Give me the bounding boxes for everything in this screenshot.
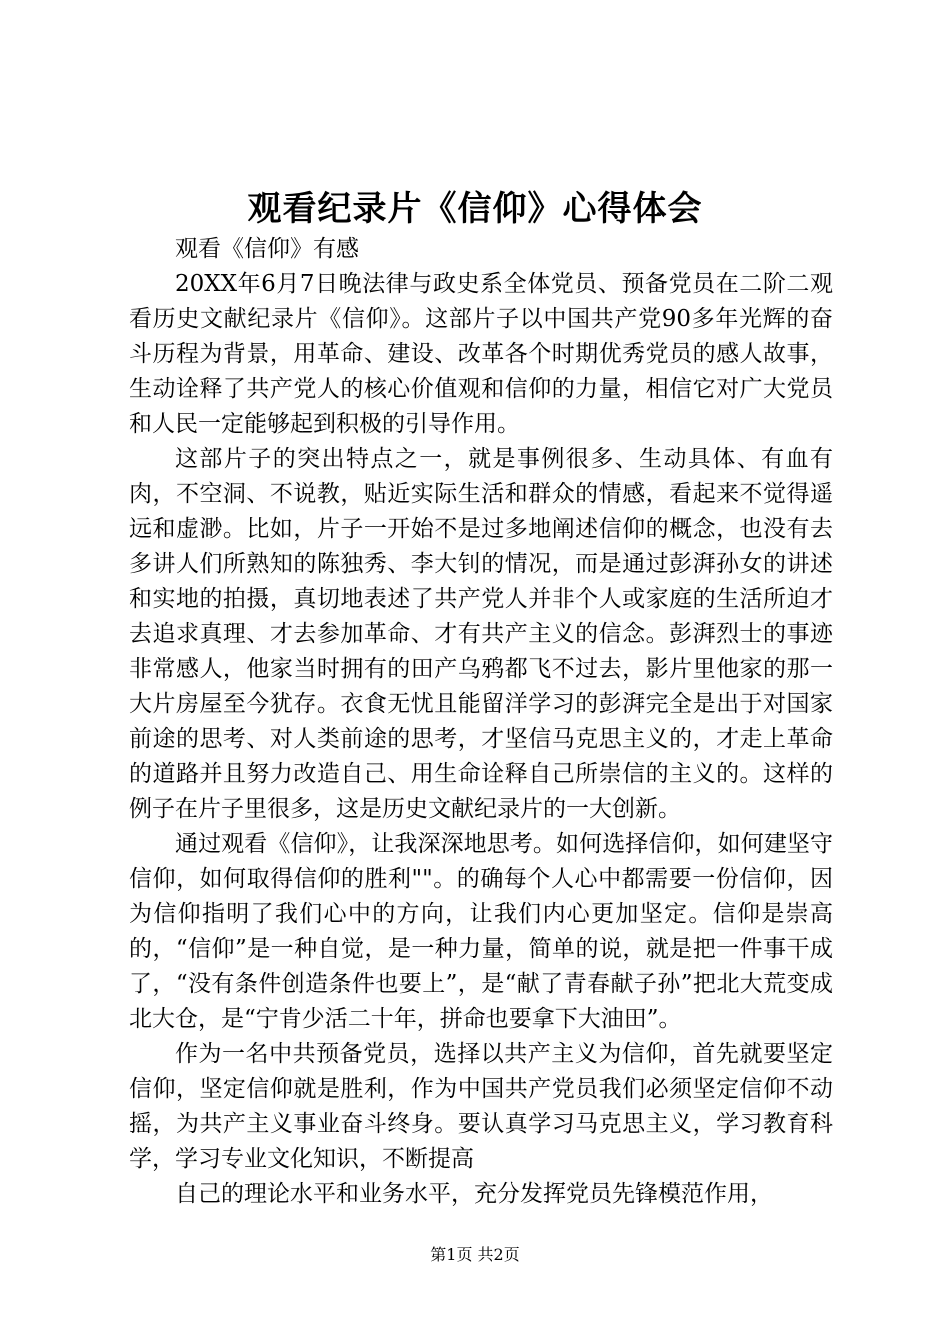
paragraph: 这部片子的突出特点之一，就是事例很多、生动具体、有血有肉，不空洞、不说教，贴近实际生活和群众的情感，看起来不觉得遥远和虚渺。比如，片子一开始不是过多地阐述信仰的概念，也没有去多讲人们所熟知的陈独秀、李大钊的情况，而是通过彭湃孙女的讲述和实地的拍摄，真切地表述了共产党人并非个人或家庭的生活所迫才去追求真理、才去参加革命、才有共产主义的信念。彭湃烈士的事迹非常感人，他家当时拥有的田产乌鸦都飞不过去，影片里他家的那一大片房屋至今犹存。衣食无忧且能留洋学习的彭湃完全是出于对国家前途的思考、对人类前途的思考，才坚信马克思主义的，才走上革命的道路并且努力改造自己、用生命诠释自己所崇信的主义的。这样的例子在片子里很多，这是历史文献纪录片的一大创新。 (129, 446, 833, 822)
paragraph: 20XX年6月7日晚法律与政史系全体党员、预备党员在二阶二观看历史文献纪录片《信仰》。这部片子以中国共产党90多年光辉的奋斗历程为背景，用革命、建设、改革各个时期优秀党员的感人故事，生动诠释了共产党人的核心价值观和信仰的力量，相信它对广大党员和人民一定能够起到积极的引导作用。 (129, 271, 833, 437)
paragraph-subtitle: 观看《信仰》有感 (175, 236, 359, 262)
paragraph: 自己的理论水平和业务水平，充分发挥党员先锋模范作用， (175, 1181, 773, 1207)
paragraph: 通过观看《信仰》，让我深深地思考。如何选择信仰，如何建坚守信仰，如何取得信仰的胜利""。的确每个人心中都需要一份信仰，因为信仰指明了我们心中的方向，让我们内心更加坚定。信仰是崇高的，“信仰”是一种自觉，是一种力量，简单的说，就是把一件事干成了，“没有条件创造条件也要上”，是“献了青春献子孙”把北大荒变成北大仓，是“宁肯少活二十年，拼命也要拿下大油田”。 (129, 831, 833, 1032)
paragraph: 作为一名中共预备党员，选择以共产主义为信仰，首先就要坚定信仰，坚定信仰就是胜利，作为中国共产党员我们必须坚定信仰不动摇，为共产主义事业奋斗终身。要认真学习马克思主义，学习教育科学，学习专业文化知识，不断提高 (129, 1041, 833, 1172)
document-body (129, 232, 833, 1212)
page-number-footer: 第1页 共2页 (430, 1245, 520, 1264)
document-title: 观看纪录片《信仰》心得体会 (247, 189, 703, 229)
